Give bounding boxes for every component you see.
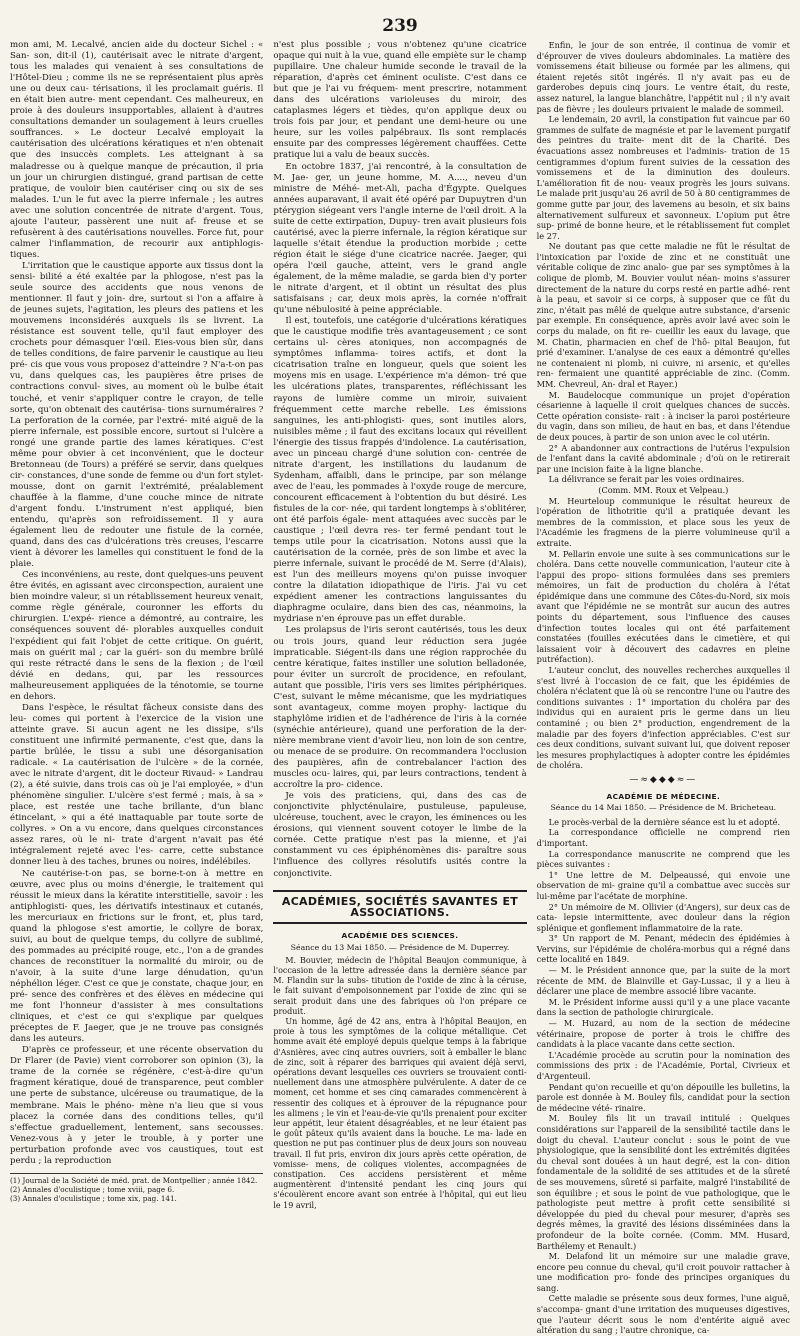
body-paragraph: 2° A abandonner aux contractions de l'utérus l'expulsion de l'enfant dans la cavité abdominale ; d'où on le retirerait par une incision faite à la ligne blanche. — [536, 442, 790, 474]
page-number: 239 — [382, 16, 418, 36]
academy-paragraph: Pendant qu'on recueille et qu'on dépouille les bulletins, la parole est donnée à M. Bouley fils, candidat pour la section de médecine vété- rinaire. — [536, 1081, 790, 1113]
body-paragraph: Ces inconvéniens, au reste, dont quelques-uns peuvent être évités, en agissant avec circonspection, auraient une bien moindre valeur, si un rétablissement heureux venait, comme règle générale, couronner les efforts du chirurgien. L'expé- rience a démontré, au contraire, les conséquences souvent dé- plorables auxquelles conduit l'expédient qui fait l'objet de cette critique. On guérit, mais on guérit mal ; car la guéri- son du membre brûlé qui reste rétracté dans le sens de la flexion ; de l'œil dévié en dedans, qui, par les ressources malheureusement appliquées de la ténotomie, se tourne en dehors. — [10, 570, 264, 702]
body-paragraph: M. Pellarin envoie une suite à ses communications sur le choléra. Dans cette nouvelle communication, l'auteur cite à l'appui des propo- sitions formulées dans ses premiers mémoires, un fait de production du choléra à l'état épidémique dans une commune des Côtes-du-Nord, six mois avant que l'épidémie ne se montrât sur aucun des autres points du département, sous l'influence des causes d'infection toutes locales qui ont été parfaitement constatées (fouilles exécutées dans le cimetière, et qui laissaient voir à découvert des cadavres en pleine putréfaction). — [536, 548, 790, 665]
academy-paragraph: Cette maladie se présente sous deux formes, l'une aiguë, s'accompa- gnant d'une irritation des muqueuses digestives, que l'auteur décrit sous le nom d'entérite aiguë avec altération du sang ; l'autre chronique, ca- — [536, 1293, 790, 1336]
academy-paragraph: M. le Président informe aussi qu'il y a une place vacante dans la section de pathologie chirurgicale. — [536, 996, 790, 1018]
body-paragraph: L'auteur conclut, des nouvelles recherches auxquelles il s'est livré à l'occasion de ce fait, que les épidémies de choléra n'éclatent que là où se rencontre l'une ou l'autre des conditions suivantes : 1° importation du choléra par des individus qui en auraient pris le germe dans un lieu contaminé ; ou bien 2° production, engendrement de la maladie par des foyers d'infection appréciables. C'est sur ces deux conditions, suivant suivant lui, que doivent reposer les mesures prophylactiques à adopter contre les épidémies de choléra. — [536, 665, 790, 771]
academy-paragraph: La correspondance officielle ne comprend rien d'important. — [536, 827, 790, 848]
academy-paragraph: Un homme, âgé de 42 ans, entra à l'hôpital Beaujon, en proie à tous les symptômes de la colique métallique. Cet homme avait été employé depuis quelque temps à la fabrique d'Asnières, avec cinq autres ouvriers, soit à emballer le blanc de zinc, soit à réparer des barriques qui avaient déjà servi, opérations devant lesquelles ces ouvriers se trouvaient conti- nuellement dans une atmosphère pulvérulente. A dater de ce moment, cet homme et ses cinq camarades commencèrent à ressentir des coliques et à éprouver de la répugnance pour les alimens ; le vin et l'eau-de-vie qu'ils prenaient pour exciter leur appétit, leur étaient désagréables, et ne leur étaient pas le goût pâteux qu'ils avaient dans la bouche. Le ma- lade en question ne put pas continuer plus de deux jours son nouveau travail. Il fut pris, environ dix jours après cette opération, de vomisse- mens, de coliques violentes, accompagnées de constipation. Ces accidens persistèrent et même augmentèrent d'intensité pendant les cinq jours qui s'écoulèrent encore avant son entrée à l'hôpital, qui eut lieu le 19 avril, — [273, 1016, 527, 1210]
body-paragraph: Ne cautérise-t-on pas, se borne-t-on à mettre en œuvre, avec plus ou moins d'énergie, le traitement qui réussit le mieux dans la kératite interstitielle, savoir : les antiphlogisti- ques, les dérivatifs intestinaux et cutanés, les mercuriaux en frictions sur le front, et, plus tard, quand la phlogose s'est amortie, le collyre de borax, suivi, au bout de quelque temps, du collyre de sublimé, des pommades au précipité rouge, etc., l'on a de grandes chances de reconstituer la normalité du miroir, ou de n'avoir, à la suite d'une large dénudation, qu'un néphélion léger. C'est ce que je constate, chaque jour, en pré- sence des confrères et des élèves en médecine qui me font l'honneur d'assister à mes consultations cliniques, et c'est ce qui s'explique par quelques préceptes de F. Jaeger, que je ne trouve pas consignés dans les auteurs. — [10, 868, 264, 1045]
session-line: Séance du 13 Mai 1850. — Présidence de M. Duperrey. — [290, 942, 510, 952]
academy-paragraph: — M. le Président annonce que, par la suite de la mort récente de MM. de Blainville et Gay-Lussac, il y a lieu à déclarer une place de membre associé libre vacante. — [536, 965, 790, 997]
footnotes — [10, 1173, 263, 1204]
body-paragraph: n'est plus possible ; vous n'obtenez qu'une cicatrice opaque qui nuit à la vue, quand elle empiète sur le champ pupillaire. Une chaleur humide seconde le travail de la réparation, d'après cet éminent oculiste. C'est dans ce but que je l'ai vu fréquem- ment prescrire, notamment dans des ulcérations varioleuses du miroir, des cataplasmes légers et tièdes, qu'on applique deux ou trois fois par jour, et pendant une demi-heure ou une heure, sur les voiles palpébraux. Ils sont remplacés ensuite par des compresses légèrement chauffées. Cette pratique lui a valu de beaux succès. — [273, 40, 527, 161]
academy-paragraph: La correspondance manuscrite ne comprend que les pièces suivantes : — [536, 848, 790, 870]
academy-paragraph: M. Bouley fils lit un travail intitulé : Quelques considérations sur l'appareil de la sensibilité tactile dans le doigt du cheval. L'auteur conclut : sous le point de vue physiologique, que la sensibilité dont les extrémités digitées du cheval sont douées à un haut degré, est la con- dition fondamentale de la solidité de ses attitudes et de la sûreté de ses mouvemens, sûreté si parfaite, malgré l'instabilité de son équilibre ; et sous le point de vue pathologique, que le pathologiste peut mettre à profit cette sensibilité si développée du pied du cheval pour mesurer, d'après ses degrés mêmes, la gravité des lésions disséminées dans la profondeur de la boîte cornée. (Comm. MM. Husard, Barthélemy et Renault.) — [536, 1113, 790, 1251]
column-3 — [536, 40, 790, 1336]
academy-title: ACADÉMIE DES SCIENCES. — [341, 930, 459, 940]
column-1 — [10, 40, 264, 1204]
academy-paragraph: M. Bouvier, médecin de l'hôpital Beaujon communique, à l'occasion de la lettre adressée dans la dernière séance par M. Flandin sur la subs- titution de l'oxide de zinc à la céruse, le fait suivant d'empoisonnement par l'oxide de zinc qui se serait produit dans une des fabriques où l'on prépare ce produit. — [273, 955, 527, 1016]
academy-paragraph: 3° Un rapport de M. Penant, médecin des épidémies à Vervins, sur l'épidémie de choléra-morbus qui a régné dans cette localité en 1849. — [536, 933, 790, 965]
academy-paragraph: L'Académie procède au scrutin pour la nomination des commissions des prix : de l'Académie, Portal, Civrieux et d'Argenteuil. — [536, 1049, 790, 1081]
body-paragraph: La délivrance se ferait par les voies ordinaires. — [548, 474, 745, 485]
body-paragraph: (Comm. MM. Roux et Velpeau.) — [598, 484, 729, 495]
section-heading: ACADÉMIES, SOCIÉTÉS SAVANTES ET ASSOCIATIONS. — [273, 890, 526, 924]
body-paragraph: Ne doutant pas que cette maladie ne fût le résultat de l'intoxication par l'oxide de zinc et ne constituât une véritable colique de zinc analo- gue par ses symptômes à la colique de plomb, M. Bouvier voulut néan- moins s'assurer directement de la nature du corps resté en partie adhé- rent à la peau, et savoir si ce corps, à supposer que ce fût du zinc, n'était pas mêlé de quelque autre substance, d'arsenic par exemple. En conséquence, après avoir lavé avec soin le corps du malade, on fit re- cueillir les eaux du lavage, que M. Chatin, pharmacien en chef de l'hô- pital Beaujon, fut prié d'examiner. L'analyse de ces eaux a démontré qu'elles ne contenaient ni plomb, ni cuivre, ni arsenic, et qu'elles ren- fermaient une quantité appréciable de zinc. (Comm. MM. Chevreul, An- dral et Rayer.) — [536, 241, 790, 389]
columns — [10, 40, 790, 1336]
academy-paragraph: 1° Une lettre de M. Delpeaussé, qui envoie une observation de mi- graine qu'il a combattue avec succès sur lui-même par l'acétate de morphine. — [536, 869, 790, 901]
body-paragraph: Le lendemain, 20 avril, la constipation fut vaincue par 60 grammes de sulfate de magnésie et par le lavement purgatif des peintres du traite- ment dit de la Charité. Des évacuations assez nombreuses et l'adminis- tration de 15 centigrammes d'opium furent suivies de la cessation des vomissemens et de la diminution des douleurs. L'amélioration fit de nou- veaux progrès les jours suivans. Le malade prit jusqu'au 26 avril de 50 à 80 centigrammes de gomme gutte par jour, des lavemens au besoin, et six bains alternativement sulfureux et savonneux. L'opium put être sup- primé de bonne heure, et le rétablissement fut complet le 27. — [536, 114, 790, 241]
body-paragraph: Enfin, le jour de son entrée, il continua de vomir et d'éprouver de vives douleurs abdominales. La matière des vomissemens était bilieuse ou formée par les alimens, qui étaient rejetés sitôt ingérés. Il n'y avait pas eu de garderobes depuis cinq jours. Le ventre était, du reste, assez naturel, la langue blanchâtre, l'appétit nul ; il n'y avait pas de fièvre ; les douleurs privaient le malade de sommeil. — [536, 40, 790, 114]
body-paragraph: En octobre 1837, j'ai rencontré, à la consultation de M. Jae- ger, un jeune homme, M. A...., neveu d'un ministre de Méhé- met-Ali, pacha d'Égypte. Quelques années auparavant, il avait été opéré par Dupuytren d'un ptérygion siégeant vers l'angle interne de l'œil droit. A la suite de cette extirpation, Dupuy- tren avait plusieurs fois cautérisé, avec la pierre infernale, la région kératique sur laquelle s'était étendue la production morbide ; cette région était le siége d'une cicatrice nacrée. Jaeger, qui opéra l'œil gauche, atteint, vers le grand angle également, de la même maladie, se garda bien d'y porter le nitrate d'argent, et il obtint un résultat des plus satisfaisans ; car, deux mois après, la cornée n'offrait qu'une nébulosité à peine appréciable. — [273, 161, 527, 316]
footnote: (1) Journal de la Société de méd. prat. de Montpellier ; année 1842. — [10, 1175, 258, 1185]
body-paragraph: Dans l'espèce, le résultat fâcheux consiste dans des leu- comes qui portent à l'exercice de la vision une atteinte grave. Si aucun agent ne les dissipe, s'ils constituent une infirmité permanente, c'est que, dans la partie brûlée, le tissu a subi une désorganisation radicale. « La cautérisation de l'ulcère » de la cornée, avec le nitrate d'argent, dit le docteur Rivaud- » Landrau (2), a été suivie, dans trois cas où je l'ai employée, » d'un phénomène singulier. L'ulcère s'est fermé ; mais, à sa » place, est restée une tache brillante, d'un blanc étincelant, » qui a été inattaquable par toute sorte de collyres. » On a vu encore, dans quelques circonstances assez rares, où le ni- trate d'argent n'avait pas été intégralement rejeté avec l'es- carre, cette substance donner lieu à des taches, brunes ou noires, indélébiles. — [10, 702, 264, 868]
academy-paragraph: M. Delafond lit un mémoire sur une maladie grave, encore peu connue du cheval, qu'il croit pouvoir rattacher à une modification pro- fonde des principes organiques du sang. — [536, 1251, 790, 1293]
body-paragraph: mon ami, M. Lecalvé, ancien aide du docteur Sichel : « San- son, dit-il (1), cautérisait avec le nitrate d'argent, tous les malades qui venaient à ses consultations de l'Hôtel-Dieu ; comme ils ne se représentaient plus après une ou deux cau- térisations, il les proclamait guéris. Il en était bien autre- ment cependant. Ces malheureux, en proie à des douleurs insupportables, allaient à d'autres consultations demander un soulagement à leurs cruelles souffrances. » Le docteur Lecalvé employait la cautérisation des ulcérations kératiques et n'en obtenait que des insuccès complets. Les atteignant à sa maladresse ou à quelque manque de précaution, il pria un jour un chirurgien distingué, grand partisan de cette pratique, de vouloir bien cautériser cinq ou six de ses malades. L'un le fut avec la pierre infernale ; les autres avec une solution concentrée de nitrate d'argent. Tous, ajoute l'auteur, passèrent une nuit af- freuse et se refusèrent à des cautérisations nouvelles. Force fut, pour calmer l'inflammation, de recourir aux antiphlogis- tiques. — [10, 40, 264, 260]
column-2 — [273, 40, 527, 1210]
body-paragraph: Les prolapsus de l'iris seront cautérisés, tous les deux ou trois jours, quand leur réduction sera jugée impraticable. Siégent-ils dans une région rapprochée du centre kératique, faites instiller une solution belladonée, pour éviter un surcroît de procidence, en refoulant, autant que possible, l'iris vers ses limites périphériques. C'est, suivant le même mécanisme, que les mydriatiques sont avantageux, comme moyen prophy- lactique du staphylôme iridien et de l'adhérence de l'iris à la cornée (synéchie antérieure), quand une perforation de la der- nière membrane vient d'avoir lieu, non loin de son centre, ou menace de se produire. On recommandera l'occlusion des paupières, afin de contrebalancer l'action des muscles ocu- laires, qui, par leurs contractions, tendent à accroître la pro- cidence. — [273, 625, 527, 791]
body-paragraph: D'après ce professeur, et une récente observation du Dr Flarer (de Pavie) vient corroborer son opinion (3), la trame de la cornée se régénère, c'est-à-dire qu'un fragment kératique, doué de transparence, peut combler une perte de substance, ulcéreuse ou traumatique, de la membrane. Mais le phéno- mène n'a lieu que si vous placez la cornée dans des conditions telles, qu'il s'effectue graduellement, lentement, sans secousses. Venez-vous à y jeter le trouble, à y porter une perturbation profonde avec vos caustiques, tout est perdu ; la reproduction — [10, 1045, 264, 1166]
ornament-divider: —≈◆◆◆≈— — [629, 774, 698, 785]
body-paragraph: Il est, toutefois, une catégorie d'ulcérations kératiques que le caustique modifie très avantageusement ; ce sont certains ul- cères atoniques, non accompagnés de symptômes inflamma- toires actifs, et dont la cicatrisation traîne en longueur, quels que soient les moyens mis en usage. L'expérience m'a démon- tré que les ulcérations plates, transparentes, réfléchissant les rayons de lumière comme un miroir, suivaient fréquemment cette marche rebelle. Les émissions sanguines, les anti-phlogisti- ques, sont inutiles alors, nuisibles même ; il faut des excitans locaux qui réveillent l'énergie des tissus frappés d'indolence. La cautérisation, avec un pinceau chargé d'une solution con- centrée de nitrate d'argent, les instillations du laudanum de Sydenham, affaibli, dans le principe, par son mélange avec de l'eau, les pommades à l'oxyde rouge de mercure, concourent efficacement à l'obtention du but désiré. Les fistules de la cor- née, qui tardent longtemps à s'oblitérer, ont été parfois égale- ment attaquées avec succès par le caustique ; l'œil devra res- ter fermé pendant tout le temps utile pour la cicatrisation. Notons aussi que la cautérisation de la cornée, près de son limbe et avec la pierre infernale, suivant le procédé de M. Serre (d'Alais), est l'un des meilleurs moyens qu'on puisse invoquer contre la dilatation idiopathique de l'iris. J'ai vu cet expédient amener les contractions languissantes du diaphragme oculaire, dans bien des cas, néanmoins, la mydriase n'en éprouve pas un effet durable. — [273, 316, 527, 625]
body-paragraph: L'irritation que le caustique apporte aux tissus dont la sensi- bilité a été exaltée par la phlogose, n'est pas la seule source des accidents que nous venons de mentionner. Il faut y join- dre, surtout si l'on a affaire à de jeunes sujets, l'agitation, les pleurs des patiens et les mouvemens inconsidérés auxquels ils se livrent. La résistance est souvent telle, qu'il faut employer des crochets pour démasquer l'œil. Eies-vous bien sûr, dans de telles conditions, de faire parvenir le caustique au lieu pré- cis que vous vous proposez d'atteindre ? N'a-t-on pas vu, dans quelques cas, les paupières être prises de contractions convul- sives, au moment où le bulbe était touché, et venir s'appliquer contre le crayon, de telle sorte, qu'on obtenait des cautérisa- tions surnuméraires ? La perforation de la cornée, par l'extré- mité aiguë de la pierre infernale, est possible encore, surtout si l'ulcère a rongé une grande partie des lames kératiques. C'est même pour obvier à cet inconvénient, que le docteur Bretonneau (de Tours) a préféré se servir, dans quelques cir- constances, d'une sonde de femme ou d'un fort stylet-mousse, dont on garnit l'extrémité, préalablement chauffée à la flamme, d'une couche mince de nitrate d'argent fondu. L'instrument n'est appliqué, bien entendu, qu'après son refroidissement. Il y aura également lieu de redouter une fistule de la cornée, quand, dans des cas d'ulcérations très creuses, l'escarre vient à dévorer les lamelles qui constituent le fond de la plaie. — [10, 260, 264, 570]
footnote: (2) Annales d'oculistique ; tome xviii, page 6. — [10, 1184, 175, 1194]
footnote: (3) Annales d'oculistique ; tome xix, pag. 141. — [10, 1194, 177, 1204]
body-paragraph: M. Baudelocque communique un projet d'opération césarienne à laquelle il croit quelques chances de succès. Cette opération consiste- rait : à inciser la paroi postérieure du vagin, dans son milieu, de haut en bas, et dans l'étendue de deux pouces, à partir de son union avec le col utérin. — [536, 389, 790, 442]
academy-paragraph: 2° Un mémoire de M. Ollivier (d'Angers), sur deux cas de cata- lepsie intermittente, avec douleur dans la région splénique et gonflement inflammatoire de la rate. — [536, 901, 790, 933]
academy-title: ACADÉMIE DE MÉDECINE. — [606, 791, 721, 801]
body-paragraph: M. Heurteloup communique le résultat heureux de l'opération de lithotritie qu'il a pratiquée devant les membres de la commission, et place sous les yeux de l'Académie les fragmens de la pierre volumineuse qu'il a extraite. — [536, 495, 790, 548]
academy-paragraph: — M. Huzard, au nom de la section de médecine vétérinaire, propose de porter à trois le chiffre des candidats à la place vacante dans cette section. — [536, 1018, 790, 1050]
body-paragraph: Je vois des praticiens, qui, dans des cas de conjonctivite phlycténulaire, pustuleuse, papuleuse, ulcéreuse, touchent, avec le crayon, les éminences ou les érosions, qui viennent souvent cotoyer le limbe de la cornée. Cette pratique n'est pas la mienne, et j'ai constamment vu ces épiphénomènes dis- paraître sous l'influence des collyres résolutifs usités contre la conjonctivite. — [273, 791, 527, 879]
academy-paragraph: Le procès-verbal de la dernière séance est lu et adopté. — [548, 816, 781, 827]
session-line: Séance du 14 Mai 1850. — Présidence de M. Bricheteau. — [550, 803, 777, 813]
